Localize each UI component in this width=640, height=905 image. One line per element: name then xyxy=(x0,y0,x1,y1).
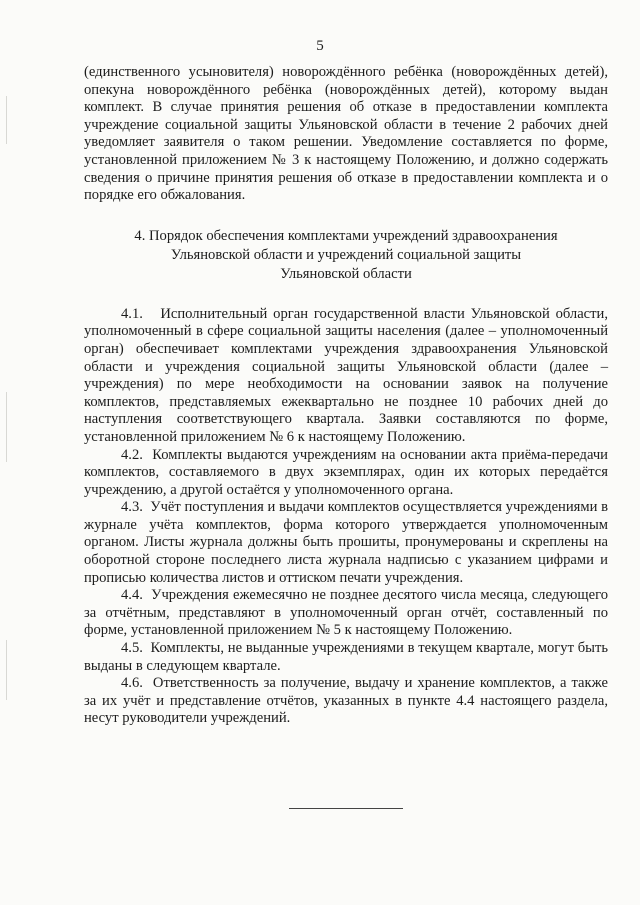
end-rule xyxy=(289,808,403,809)
clause-text: Исполнительный орган государственной власти Ульяновской области, уполномоченный в сфере социальной защиты населения (далее – уполномоченный орган) обеспечивает комплектами учреждения здравоохранения Ульяновской области и учреждения социальной защиты Ульяновской области (далее – учреждения) по мере необходимости на основании заявок на получение комплектов, представляемых ежеквартально не позднее 10 рабочих дней до наступления соответствующего квартала. Заявки составляются по форме, установленной приложением № 6 к настоящему Положению. xyxy=(84,305,608,445)
section-heading-line: Ульяновской области xyxy=(280,265,412,282)
intro-paragraph: (единственного усыновителя) новорождённого ребёнка (новорождённых детей), опекуна новорождённого ребёнка (новорождённых детей), которому выдан комплект. В случае принятия решения об отказе в предоставлении комплекта учреждение социальной защиты Ульяновской области в течение 2 рабочих дней уведомляет заявителя о таком решении. Уведомление составляется по форме, установленной приложением № 3 к настоящему Положению, и должно содержать сведения о причине принятия решения об отказе в предоставлении комплекта и о порядке его обжалования. xyxy=(84,64,608,204)
scan-margin-mark xyxy=(6,392,7,462)
clause-number: 4.6. xyxy=(121,675,143,692)
clause-4-1 xyxy=(84,306,608,447)
clause-4-6 xyxy=(84,675,608,728)
scan-margin-mark xyxy=(6,96,7,144)
clause-number: 4.2. xyxy=(121,446,143,463)
clause-4-2 xyxy=(84,447,608,500)
clause-number: 4.5. xyxy=(121,640,143,657)
clause-4-3 xyxy=(84,499,608,587)
clause-4-5 xyxy=(84,640,608,675)
clause-text: Учреждения ежемесячно не позднее десятого числа месяца, следующего за отчётным, представляют в уполномоченный орган отчёт, составленный по форме, установленной приложением № 5 к настоящему Положению. xyxy=(84,587,609,639)
section-heading xyxy=(84,227,608,284)
scan-margin-mark xyxy=(6,640,7,700)
clause-number: 4.4. xyxy=(121,587,143,604)
clause-4-4 xyxy=(84,587,608,640)
clause-number: 4.1. xyxy=(121,305,143,322)
clause-text: Комплекты выдаются учреждениям на основании акта приёма-передачи комплектов, составляемого в двух экземплярах, один их которых передаётся учреждению, а другой остаётся у уполномоченного органа. xyxy=(84,446,608,498)
clause-text: Комплекты, не выданные учреждениями в текущем квартале, могут быть выданы в следующем квартале. xyxy=(84,640,608,674)
clause-number: 4.3. xyxy=(121,499,143,516)
clause-text: Учёт поступления и выдачи комплектов осуществляется учреждениями в журнале учёта комплектов, форма которого утверждается уполномоченным органом. Листы журнала должны быть прошиты, пронумерованы и скреплены на оборотной стороне последнего листа журнала надписью с указанием цифрами и прописью количества листов и оттиском печати учреждения. xyxy=(84,499,609,586)
clause-text: Ответственность за получение, выдачу и хранение комплектов, а также за их учёт и представление отчётов, указанных в пункте 4.4 настоящего раздела, несут руководители учреждений. xyxy=(84,675,608,727)
page-number: 5 xyxy=(316,38,324,54)
section-heading-line: Ульяновской области и учреждений социальной защиты xyxy=(170,246,522,263)
section-heading-line: 4. Порядок обеспечения комплектами учреждений здравоохранения xyxy=(134,227,558,244)
document-body xyxy=(84,64,608,728)
